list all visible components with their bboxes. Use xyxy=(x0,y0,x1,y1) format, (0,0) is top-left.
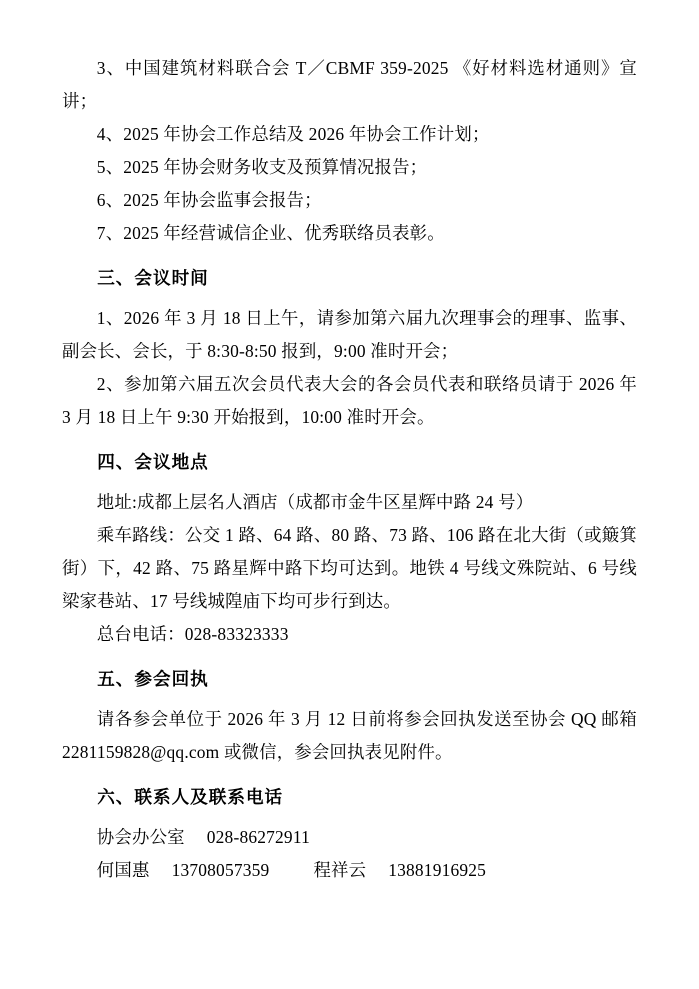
section-heading-contacts: 六、联系人及联系电话 xyxy=(97,787,284,807)
section-heading-meeting-place: 四、会议地点 xyxy=(97,452,209,472)
meeting-time-paragraph: 1、2026 年 3 月 18 日上午，请参加第六届九次理事会的理事、监事、副会长、会长，于 8:30-8:50 报到，9:00 准时开会； xyxy=(62,308,637,361)
contact-person-name: 何国惠 xyxy=(96,860,150,880)
contact-person-phone: 13881916925 xyxy=(388,860,487,880)
contact-person-name: 程祥云 xyxy=(313,860,367,880)
agenda-item: 3、中国建筑材料联合会 T／CBMF 359-2025 《好材料选材通则》宣讲； xyxy=(62,58,637,111)
contact-people xyxy=(62,854,637,887)
meeting-place-transport: 乘车路线：公交 1 路、64 路、80 路、73 路、106 路在北大街（或簸箕街）下，42 路、75 路星辉中路下均可达到。地铁 4 号线文殊院站、6 号线梁家巷站、17 号线城隍庙下均可步行到达。 xyxy=(62,525,637,611)
section-heading-reply-slip: 五、参会回执 xyxy=(97,669,209,689)
contact-person-phone: 13708057359 xyxy=(171,860,270,880)
agenda-item: 4、2025 年协会工作总结及 2026 年协会工作计划； xyxy=(96,124,490,144)
agenda-item: 5、2025 年协会财务收支及预算情况报告； xyxy=(96,157,428,177)
agenda-item: 6、2025 年协会监事会报告； xyxy=(96,190,322,210)
section-heading-meeting-time: 三、会议时间 xyxy=(97,268,209,288)
agenda-item: 7、2025 年经营诚信企业、优秀联络员表彰。 xyxy=(96,223,445,243)
reply-slip-paragraph: 请各参会单位于 2026 年 3 月 12 日前将参会回执发送至协会 QQ 邮箱 2281159828@qq.com 或微信，参会回执表见附件。 xyxy=(62,709,637,762)
contact-office-label: 协会办公室 xyxy=(96,827,185,847)
contact-office xyxy=(62,821,637,854)
document-body xyxy=(62,52,637,887)
contact-office-phone: 028-86272911 xyxy=(206,827,310,847)
meeting-place-frontdesk-phone: 总台电话：028-83323333 xyxy=(96,624,289,644)
meeting-time-paragraph: 2、参加第六届五次会员代表大会的各会员代表和联络员请于 2026 年 3 月 18 日上午 9:30 开始报到，10:00 准时开会。 xyxy=(62,374,637,427)
meeting-place-address: 地址:成都上层名人酒店（成都市金牛区星辉中路 24 号） xyxy=(96,492,534,512)
